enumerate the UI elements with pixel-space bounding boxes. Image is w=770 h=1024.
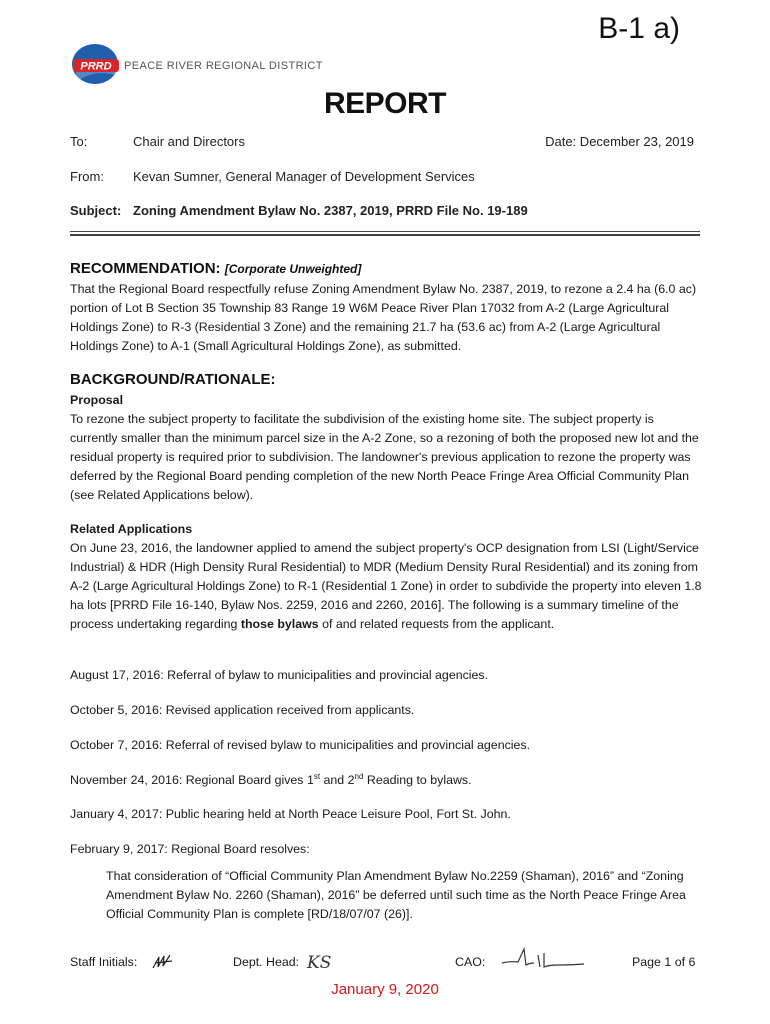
recommendation-heading-text: RECOMMENDATION:: [70, 260, 221, 277]
subject-label: Subject:: [70, 203, 122, 218]
dept-head-initials: KS: [307, 953, 331, 973]
page-title: REPORT: [323, 87, 446, 120]
timeline-item-2: October 5, 2016: Revised application received from applicants.: [70, 703, 415, 717]
subject-value: Zoning Amendment Bylaw No. 2387, 2019, PRRD File No. 19-189: [133, 203, 528, 218]
background-heading: BACKGROUND/RATIONALE:: [70, 371, 276, 388]
proposal-heading: Proposal: [70, 393, 124, 407]
recommendation-qualifier: [Corporate Unweighted]: [224, 262, 362, 276]
timeline-item-3: October 7, 2016: Referral of revised bylaw to municipalities and provincial agencies.: [70, 738, 531, 752]
timeline-item-4-b: and 2: [320, 773, 355, 788]
header-divider: [70, 231, 700, 236]
received-date-stamp: January 9, 2020: [331, 981, 439, 998]
logo-mark-text: PRRD: [80, 60, 112, 73]
organization-name: PEACE RIVER REGIONAL DISTRICT: [124, 60, 323, 72]
timeline-item-5: January 4, 2017: Public hearing held at North Peace Leisure Pool, Fort St. John.: [70, 807, 511, 821]
from-value: Kevan Sumner, General Manager of Development Services: [133, 169, 475, 184]
from-label: From:: [70, 169, 104, 184]
cao-label: CAO:: [455, 955, 486, 969]
related-text-2: of and related requests from the applicant.: [318, 617, 555, 631]
recommendation-text: That the Regional Board respectfully refuse Zoning Amendment Bylaw No. 2387, 2019, to rezone a 2.4 ha (6.0 ac) portion of Lot B Section 35 Township 83 Range 19 W6M Peace River Plan 17032 from A-2 (Large Agricultural Holdings Zone) to R-3 (Residential 3 Zone) and the remaining 21.7 ha (53.6 ac) from A-2 (Large Agricultural Holdings Zone) to A-1 (Small Agricultural Holdings Zone), as submitted.: [70, 282, 697, 353]
timeline-item-4: [70, 772, 472, 787]
timeline-item-6: February 9, 2017: Regional Board resolves:: [70, 842, 310, 856]
recommendation-heading: [70, 260, 361, 277]
prrd-logo-mark: [70, 42, 130, 90]
timeline-item-4-c: Reading to bylaws.: [363, 773, 472, 788]
to-label: To:: [70, 134, 88, 149]
to-value: Chair and Directors: [133, 134, 245, 149]
cao-signature: [500, 945, 586, 973]
related-text-1: On June 23, 2016, the landowner applied to amend the subject property's OCP designation from LSI (Light/Service Industrial) & HDR (High Density Rural Residential) to MDR (Medium Density Rural Residential) and its zoning from A-2 (Large Agricultural Holdings Zone) to R-1 (Residential 1 Zone) in order to subdivide the property into eleven 1.8 ha lots [PRRD File 16-140, Bylaw Nos. 2259, 2016 and 2260, 2016]. The following is a summary timeline of the process undertaking regarding: [70, 541, 702, 631]
timeline-item-4-sup2: nd: [354, 772, 364, 781]
page-number: Page 1 of 6: [632, 955, 696, 969]
dept-head-initials-signature: [305, 947, 331, 973]
proposal-text: To rezone the subject property to facilitate the subdivision of the existing home site. The subject property is currently smaller than the minimum parcel size in the A-2 Zone, so a rezoning of both the proposed new lot and the residual property is required prior to subdivision. The landowner's previous application to rezone the property was deferred by the Regional Board pending completion of the new North Peace Fringe Area Official Community Plan (see Related Applications below).: [70, 412, 699, 502]
related-applications-section: [70, 520, 702, 634]
proposal-section: [70, 391, 702, 505]
report-date: Date: December 23, 2019: [545, 134, 694, 149]
related-applications-heading: Related Applications: [70, 522, 193, 536]
related-bold-text: those bylaws: [240, 617, 319, 631]
board-resolution-text: That consideration of “Official Community Plan Amendment Bylaw No.2259 (Shaman), 2016” and “Zoning Amendment Bylaw No. 2260 (Shaman), 2016” be deferred until such time as the North Peace Fringe Area Official Community Plan is complete [RD/18/07/07 (26)].: [106, 869, 686, 921]
timeline-item-4-a: November 24, 2016: Regional Board gives 1: [70, 773, 314, 788]
timeline-item-1: August 17, 2016: Referral of bylaw to municipalities and provincial agencies.: [70, 668, 489, 682]
dept-head-label: Dept. Head:: [233, 955, 300, 969]
staff-initials-label: Staff Initials:: [70, 955, 138, 969]
staff-initials-signature: [150, 952, 176, 972]
agenda-item-tag: B-1 a): [598, 12, 680, 45]
timeline-item-4-sup1: st: [313, 772, 321, 781]
